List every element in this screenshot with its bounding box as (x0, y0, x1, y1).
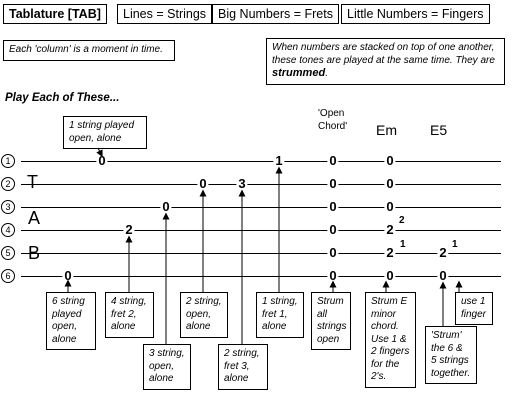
fret-open-chord-s6: 0 (329, 268, 337, 283)
fret-open-chord-s3: 0 (329, 199, 337, 214)
tab-letter-a: A (28, 208, 41, 228)
open-chord-header: 'Open Chord' (318, 108, 348, 132)
fret-em-s6: 0 (386, 268, 394, 283)
fret-em-s3: 0 (386, 199, 394, 214)
fret-open-chord-s4: 0 (329, 222, 337, 237)
callout-one-string-fret1-text: 1 string, fret 1, alone (262, 296, 298, 332)
fret-open-chord-s2: 0 (329, 176, 337, 191)
fret-s2-fret3: 3 (238, 176, 246, 191)
fret-s1-fret1: 1 (275, 153, 283, 168)
string-number-6: 6 (1, 269, 15, 283)
finger-em-s5: 1 (400, 239, 406, 250)
callout-strum-all (311, 292, 351, 350)
legend-lines-text: Lines = Strings (123, 7, 207, 21)
callout-three-string-open-text: 3 string, open, alone (149, 348, 185, 384)
callout-strum-em (365, 292, 416, 388)
fret-e5-s6: 0 (439, 268, 447, 283)
fret-em-s5: 2 (386, 245, 394, 260)
callout-strum-6-5-text: 'Strum' the 6 & 5 strings together. (431, 330, 471, 379)
legend-little-numbers-text: Little Numbers = Fingers (347, 7, 484, 21)
callout-strum-all-text: Strum all strings open (317, 296, 347, 345)
tab-letter-t: T (27, 172, 38, 192)
finger-em-s4: 2 (399, 215, 405, 226)
fret-em-s1: 0 (386, 153, 394, 168)
stacked-note-bold: strummed (272, 67, 326, 79)
stacked-note-end: . (325, 68, 328, 79)
fret-e5-s5: 2 (439, 245, 447, 260)
string-number-4: 4 (1, 223, 15, 237)
callout-four-string-fret2 (105, 292, 154, 338)
stacked-note-text: When numbers are stacked on top of one another, these tones are played at the same time. They are (272, 42, 495, 66)
string-number-5: 5 (1, 246, 15, 260)
play-heading: Play Each of These... (5, 92, 120, 104)
callout-three-string-open (143, 344, 191, 390)
fret-s2-open: 0 (199, 176, 207, 191)
string-number-1: 1 (1, 154, 15, 168)
callout-one-string-open-text: 1 string played open, alone (69, 120, 135, 144)
callout-six-string-open-text: 6 string played open, alone (52, 296, 85, 345)
e5-header: E5 (430, 122, 448, 138)
column-note-text: Each 'column' is a moment in time. (9, 44, 163, 55)
callout-two-string-open-text: 2 string, open, alone (186, 296, 222, 332)
fret-s3-open: 0 (162, 199, 170, 214)
callout-six-string-open (46, 292, 96, 350)
fret-em-s2: 0 (386, 176, 394, 191)
callout-use-finger-text: use 1 finger (461, 296, 487, 320)
callout-two-string-fret3 (218, 344, 268, 390)
string-number-2: 2 (1, 177, 15, 191)
callout-strum-6-5 (425, 326, 477, 384)
fret-open-chord-s1: 0 (329, 153, 337, 168)
finger-e5-s5: 1 (452, 239, 458, 250)
tab-letter-b: B (28, 243, 41, 263)
fret-em-s4: 2 (386, 222, 394, 237)
callout-two-string-fret3-text: 2 string, fret 3, alone (224, 348, 260, 384)
fret-s4-fret2: 2 (125, 222, 133, 237)
callout-two-string-open (180, 292, 228, 338)
callout-use-finger (455, 292, 493, 325)
em-header: Em (376, 122, 397, 138)
legend-big-numbers-text: Big Numbers = Frets (218, 7, 333, 21)
fret-open-chord-s5: 0 (329, 245, 337, 260)
callout-four-string-fret2-text: 4 string, fret 2, alone (111, 296, 147, 332)
fret-s6-open: 0 (64, 268, 72, 283)
string-number-3: 3 (1, 200, 15, 214)
callout-strum-em-text: Strum E minor chord. Use 1 & 2 fingers for the 2's. (371, 296, 410, 382)
fret-s1-open: 0 (98, 153, 106, 168)
title: Tablature [TAB] (9, 7, 101, 21)
callout-one-string-fret1 (256, 292, 304, 338)
